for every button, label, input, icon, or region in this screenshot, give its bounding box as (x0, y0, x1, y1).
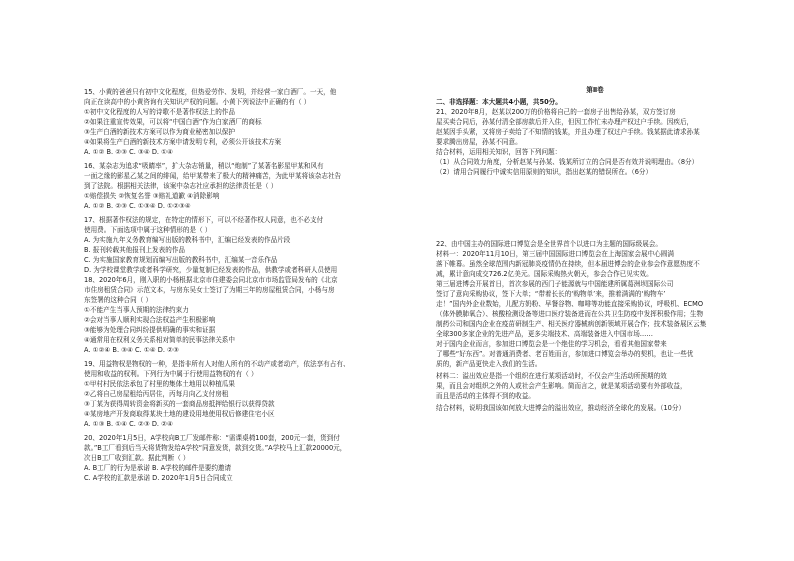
right-text-line: 落下帷幕。虽然全球范围内新冠肺炎疫情仍在持续，但本届进博会的企业参会作意愿热度不 (436, 260, 700, 268)
left-text-line: 款。”B工厂看到后当天将货物发给A学校“同意发货，款到交货。”A学校马上汇款20000元， (84, 444, 347, 452)
right-text-line: 制药公司和国内企业在疫苗研制生产、相关医疗器械病创新领域开展合作；技术装备展区云集 (436, 320, 707, 328)
left-text-line: C. A学校的汇款是承诺 D. 2020年1月5日合同成立 (84, 474, 233, 482)
left-text-line: ④如果将生产白酒的新技术方案申请发明专利，必须公开该技术方案 (84, 138, 282, 146)
right-text-line: 减，累计意向成交726.2亿美元。国际采购热火朝天，参会合作已见实效。 (436, 270, 653, 278)
left-text-line: 使用费。下面选项中属于这种情形的是（ ） (84, 226, 212, 234)
left-text-line: ①初中文化程度的人写的诗歌不是著作权法上的作品 (84, 108, 235, 116)
left-text-line: 一面之缘的影星乙某之间的绯闻，给甲某带来了极大的精神痛苦，为此甲某将该杂志社告 (84, 172, 342, 180)
right-text-line: （体外膜肺氧合）、核酸检测设备等进口医疗装备进而在公共卫生防疫中发挥积极作用；生物 (436, 310, 704, 318)
left-text-line: ②会对当事人顺利实现合法权益产生积极影响 (84, 316, 216, 324)
left-text-line: ③能够为处理合同纠纷提供明确的事实和证据 (84, 326, 216, 334)
left-text-line: ④某房地产开发商取得某块土地的建设用地使用权后修建住宅小区 (84, 410, 275, 418)
right-text-line: 果，而且会对组织之外的人或社会产生影响。简而言之，就是某项活动要有外部收益， (436, 382, 687, 390)
left-text-line: D. 为学校课堂教学或者科学研究，少量复制已经发表的作品，供教学或者科研人员使用 (84, 266, 338, 274)
right-text-line: 对于国内企业而言，参加进口博览会是一个绝佳的学习机会，看看其他国家带来 (436, 340, 667, 348)
left-text-line: A. ①③ B. ①④ C. ②③ D. ②④ (84, 420, 173, 428)
left-text-line: 17、根据著作权法的规定，在特定的情形下，可以不经著作权人同意，也不必支付 (84, 216, 324, 224)
section-heading: 第Ⅱ卷 (586, 86, 604, 94)
left-text-line: ①赔偿损失 ②恢复名誉 ③赔礼道歉 ④消除影响 (84, 192, 220, 200)
left-text-line: 18、2020年6月，刚入职的小杨根据北京市住建委会同北京市市场监管局发布的《北京 (84, 276, 338, 284)
right-text-line: 结合材料，运用相关知识，回答下列问题： (436, 148, 562, 156)
left-text-line: A. B工厂的行为是承诺 B. A学校的邮件是要约邀请 (84, 464, 232, 472)
left-text-line: ①甲村村民依法承包了村里的集体土地用以种植瓜果 (84, 380, 235, 388)
left-text-line: 向正在读高中的小黄咨询有关知识产权的问题。小黄下列说法中正确的有（ ） (84, 98, 311, 106)
left-text-line: ②乙将自己房屋租给丙居住，丙每月向乙支付房租 (84, 390, 229, 398)
left-text-line: 20、2020年1月5日，A学校向B工厂发邮件称：“需课桌椅100套，200元一套，货到付 (84, 434, 340, 442)
left-text-line: 16、某杂志为追求“吸睛率”，扩大杂志销量，稍以“炮制”了某著名影星甲某和风有 (84, 162, 324, 170)
right-text-line: 质的，新产品更快走入我们的生活。 (436, 360, 542, 368)
right-text-line: 21、2020年8月，赵某以200万的价格将自己的一套房子出售给孙某，双方签订房 (436, 108, 676, 116)
right-text-line: 走！”国内外企业数始，儿配方奶粉、早餐谷物、咖啡等功能直接采购协议，呼吸机、ECMO (436, 300, 704, 308)
right-text-line: 签订了意向采购协议，签下大单；“带着长长的‘购物单’来，推着满满的‘购物车’ (436, 290, 666, 298)
left-text-line: A. ①② B. ②③ C. ①③④ D. ①②③④ (84, 202, 191, 210)
right-text-line: 了哪些“好东西”。对普通消费者、老百姓而言，参加进口博览会举办的契机，也让一些优 (436, 350, 694, 358)
right-text-line: 22、由中国主办的国际进口博览会是全世界首个以进口为主题的国际级展会。 (436, 240, 662, 248)
left-text-line: A. 为实施九年义务教育编写出版的教科书中，汇编已经发表的作品片段 (84, 236, 291, 244)
left-text-line: ②如果注重宣传效果，可以将“中国白酒”作为白家酒厂的商标 (84, 118, 262, 126)
left-text-line: B. 报刊转载其他报刊上发表的作品 (84, 246, 186, 254)
left-text-line: A. ①②④ B. ③④ C. ①④ D. ②③ (84, 346, 179, 354)
left-text-line: 19、用益物权是物权的一种，是指非所有人对他人所有的不动产或者动产，依法享有占有、 (84, 360, 350, 368)
right-text-line: 二、非选择题：本大题共4小题，共50分。 (436, 98, 562, 106)
right-text-line: 而且是活动的主体得不到的收益。 (436, 392, 535, 400)
left-text-line: ④通常用在权利义务关系相对简单的民事法律关系中 (84, 336, 235, 344)
right-text-line: 要求腾出房屋，孙某不同意。 (436, 138, 522, 146)
right-text-line: （2）请用合同履行中诚实信用原则的知识，指出赵某的错误所在。（6分） (436, 168, 653, 176)
right-text-line: 屋买卖合同后，孙某付清全部房款后并入住，但因工作忙未办理产权过户手续。因疾后， (436, 118, 694, 126)
right-text-line: 赵某因手头紧，又将房子卖给了不知情的钱某，并且办理了权过户手续。钱某据此请求孙某 (436, 128, 700, 136)
left-text-line: 使用和收益的权利。下列行为中属于行使用益物权的有（ ） (84, 370, 258, 378)
left-text-line: 东签署的这种合同（ ） (84, 296, 153, 304)
left-text-line: 次日B工厂收到汇款。据此判断（ ） (84, 454, 190, 462)
right-text-line: （1）从合同效力角度，分析赵某与孙某、钱某所订立的合同是否有效并说明理由。（8分） (436, 158, 699, 166)
right-text-line: 材料一：2020年11月10日，第三届中国国际进口博览会在上海国家会展中心圆满 (436, 250, 674, 258)
right-text-line: 结合材料，说明我国该如何放大进博会的溢出效应，推动经济全球化的发展。（10分） (436, 404, 686, 412)
right-text-line: 材料二：溢出效应是指一个组织在进行某项活动时，不仅会产生活动所预期的效 (436, 372, 667, 380)
right-text-line: 全球300多家企业的先进产品，更多尖端技术、高端装备进入中国市场…… (436, 330, 653, 338)
right-text-line: 第三届进博会开展首日，首次参展的西门子能源就与中国能建所属葛洲坝国际公司 (436, 280, 674, 288)
left-text-line: 15、小黄的爸爸只有初中文化程度，但热爱劳作、发明，并经营一家白酒厂。一天，他 (84, 88, 337, 96)
left-text-line: 到了法院。根据相关法律，该案中杂志社应承担的法律责任是（ ） (84, 182, 278, 190)
left-text-line: ③丁某为获得周转资金将新买的一套商品房抵押给银行以获得贷款 (84, 400, 275, 408)
left-text-line: ③生产白酒的新技术方案可以作为商业秘密加以保护 (84, 128, 235, 136)
left-text-line: ①不能产生当事人预期的法律约束力 (84, 306, 189, 314)
left-text-line: 市住房租赁合同》示范文本，与房东吴女士签订了为期三年的房屋租赁合同，小杨与房 (84, 286, 335, 294)
left-text-line: A. ①② B. ②③ C. ③④ D. ①④ (84, 148, 173, 156)
left-text-line: C. 为实施国家教育规划而编写出版的教科书中，汇编某一音乐作品 (84, 256, 278, 264)
